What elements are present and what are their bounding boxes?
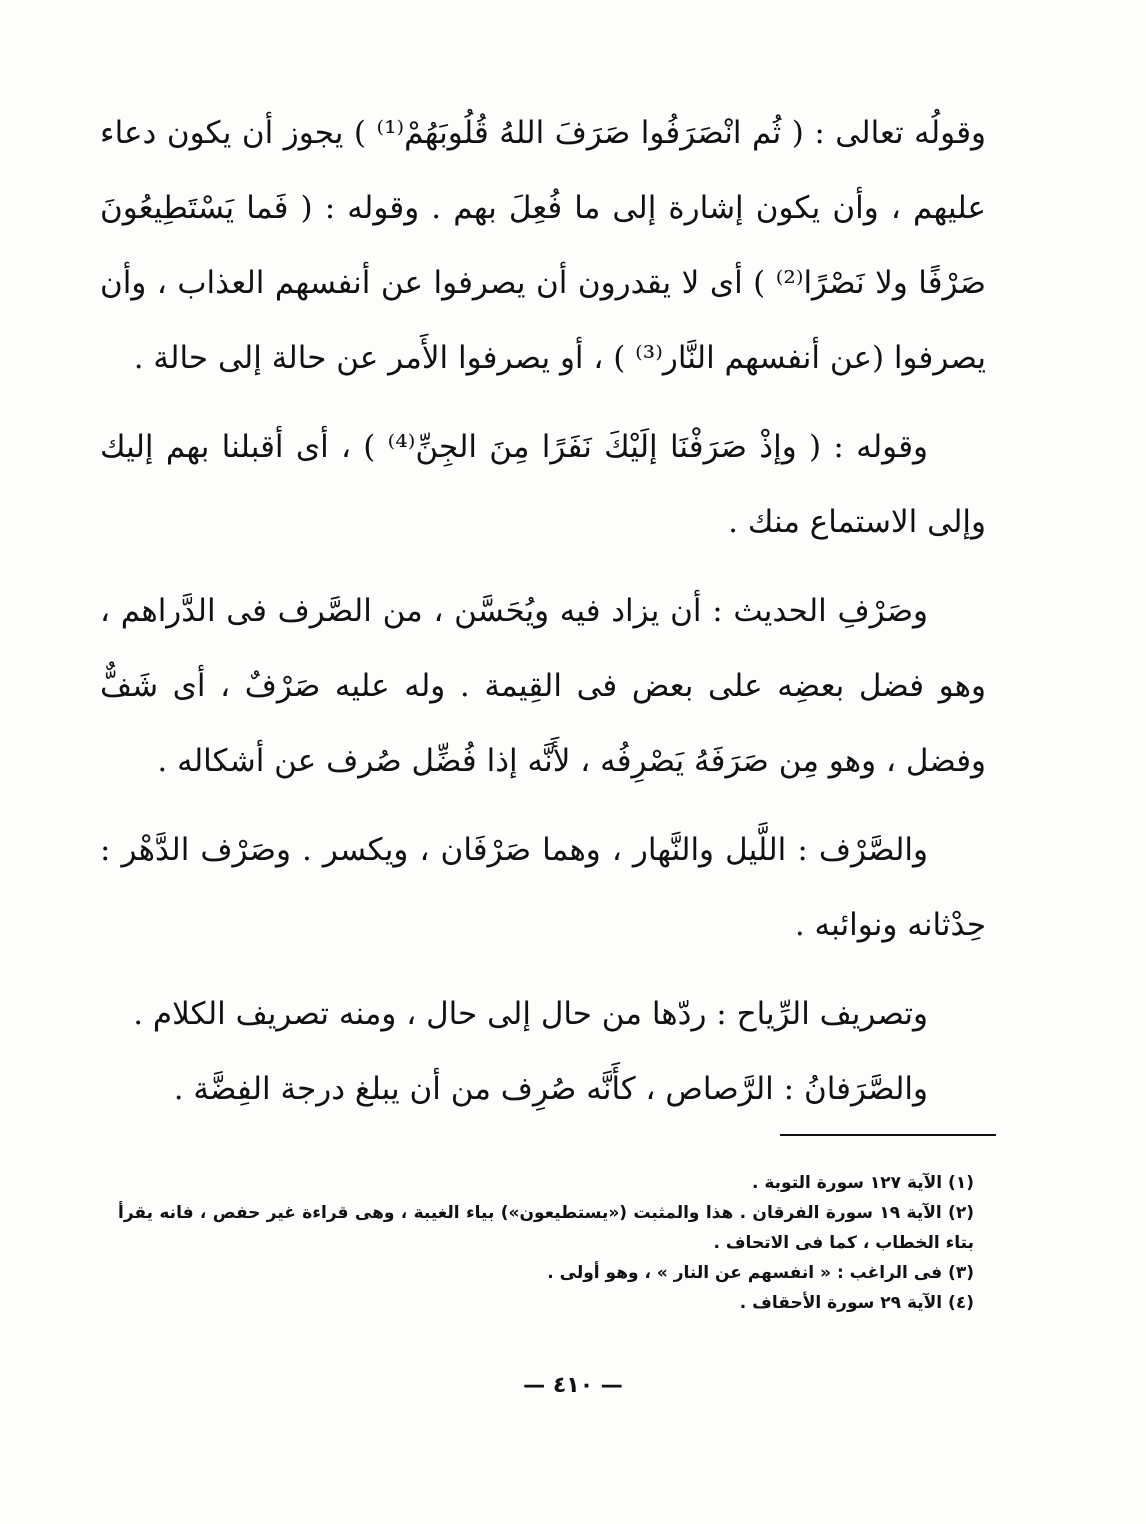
paragraph: وصَرْفِ الحديث : أن يزاد فيه ويُحَسَّن ، من الصَّرف فى الدَّراهم ، وهو فضل بعضِه على بعض فى القِيمة . وله عليه صَرْفٌ ، أى شَفٌّ وفضل ، وهو مِن صَرَفَهُ يَصْرِفُه ، لأَنَّه إذا فُضِّل صُرف عن أشكاله . [100,593,986,779]
paragraph: وقوله : ( وإذْ صَرَفْنَا إلَيْكَ نَفَرًا مِنَ الجِنِّ⁽⁴⁾ ) ، أى أقبلنا بهم إليك وإلى الاستماع منك . [100,429,986,540]
paragraph: والصَّرَفانُ : الرَّصاص ، كأَنَّه صُرِف من أن يبلغ درجة الفِضَّة . [173,1071,928,1107]
paragraph: وقولُه تعالى : ( ثُم انْصَرَفُوا صَرَفَ اللهُ قُلُوبَهُمْ⁽¹⁾ ) يجوز أن يكون دعاء عليهم ، وأن يكون إشارة إلى ما فُعِلَ بهم . وقوله : ( فَما يَسْتَطِيعُونَ صَرْفًا ولا نَصْرًا⁽²⁾ ) أى لا يقدرون أن يصرفوا عن أنفسهم العذاب ، وأن يصرفوا (عن أنفسهم النَّار⁽³⁾ ) ، أو يصرفوا الأَمر عن حالة إلى حالة . [100,115,986,376]
footnote: (١) الآية ١٢٧ سورة التوبة . [751,1173,974,1193]
footnote-divider [780,1134,996,1136]
paragraph: والصَّرْف : اللَّيل والنَّهار ، وهما صَرْفَان ، ويكسر . وصَرْف الدَّهْر : حِدْثانه ونوائبه . [100,832,986,943]
footnote: (٢) الآية ١٩ سورة الفرقان . هذا والمثبت («يستطيعون») بياء الغيبة ، وهى قراءة غير حفص ، فانه يقرأ بتاء الخطاب ، كما فى الاتحاف . [118,1203,974,1253]
footnotes [118,1168,988,1318]
main-text [100,96,986,1127]
footnote: (٤) الآية ٢٩ سورة الأحقاف . [739,1293,974,1313]
footnote: (٣) فى الراغب : « انفسهم عن النار » ، وهو أولى . [547,1263,974,1283]
paragraph: وتصريف الرِّياح : ردّها من حال إلى حال ، ومنه تصريف الكلام . [133,996,928,1032]
page-number: — ٤١٠ — [523,1373,623,1398]
